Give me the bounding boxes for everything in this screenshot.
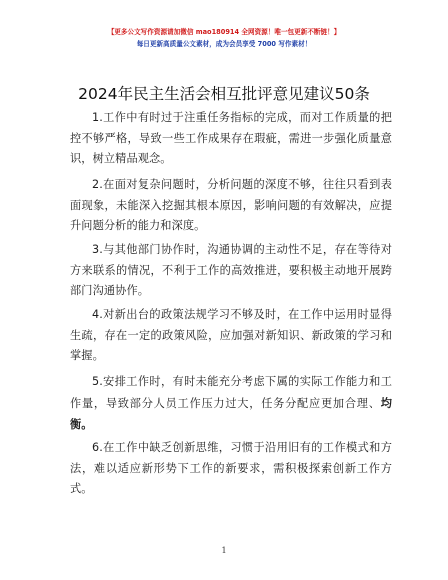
list-item [70, 438, 392, 500]
list-item [70, 372, 392, 436]
item-number: 3. [92, 243, 103, 256]
list-item [70, 305, 392, 367]
item-text: 安排工作时，有时未能充分考虑下属的实际工作能力和工作量，导致部分人员工作压力过大，任务分配应更加合理、 [70, 375, 392, 410]
item-number: 2. [92, 178, 103, 191]
page-number: 1 [221, 546, 227, 555]
list-item [70, 108, 392, 170]
header-promo-line: 【更多公文写作资源请加微信 mao180914 全网资源！唯一包更新不断链！】 [107, 28, 341, 36]
document-title: 2024年民主生活会相互批评意见建议50条 [78, 85, 370, 103]
item-number: 4. [92, 308, 103, 321]
item-text: 工作中有时过于注重任务指标的完成，而对工作质量的把控不够严格，导致一些工作成果存在瑕疵，需进一步强化质量意识，树立精品观念。 [70, 111, 392, 165]
item-number: 5. [92, 375, 103, 388]
list-item [70, 175, 392, 237]
list-item [70, 240, 392, 302]
item-text: 与其他部门协作时，沟通协调的主动性不足，存在等待对方来联系的情况，不利于工作的高效推进，要积极主动地开展跨部门沟通协作。 [70, 243, 392, 297]
item-text-emphasis: 均衡。 [70, 395, 392, 431]
item-text: 在工作中缺乏创新思维，习惯于沿用旧有的工作模式和方法，难以适应新形势下工作的新要求，需积极探索创新工作方式。 [70, 441, 392, 495]
item-number: 1. [92, 111, 103, 124]
item-text: 对新出台的政策法规学习不够及时，在工作中运用时显得生疏，存在一定的政策风险，应加强对新知识、新政策的学习和掌握。 [70, 308, 392, 362]
item-number: 6. [92, 441, 103, 454]
header-subscribe-line: 每日更新高质量公文素材，成为会员享受 7000 写作素材！ [136, 40, 312, 48]
item-text: 在面对复杂问题时，分析问题的深度不够，往往只看到表面现象，未能深入挖掘其根本原因，影响问题的有效解决，应提升问题分析的能力和深度。 [70, 178, 392, 232]
